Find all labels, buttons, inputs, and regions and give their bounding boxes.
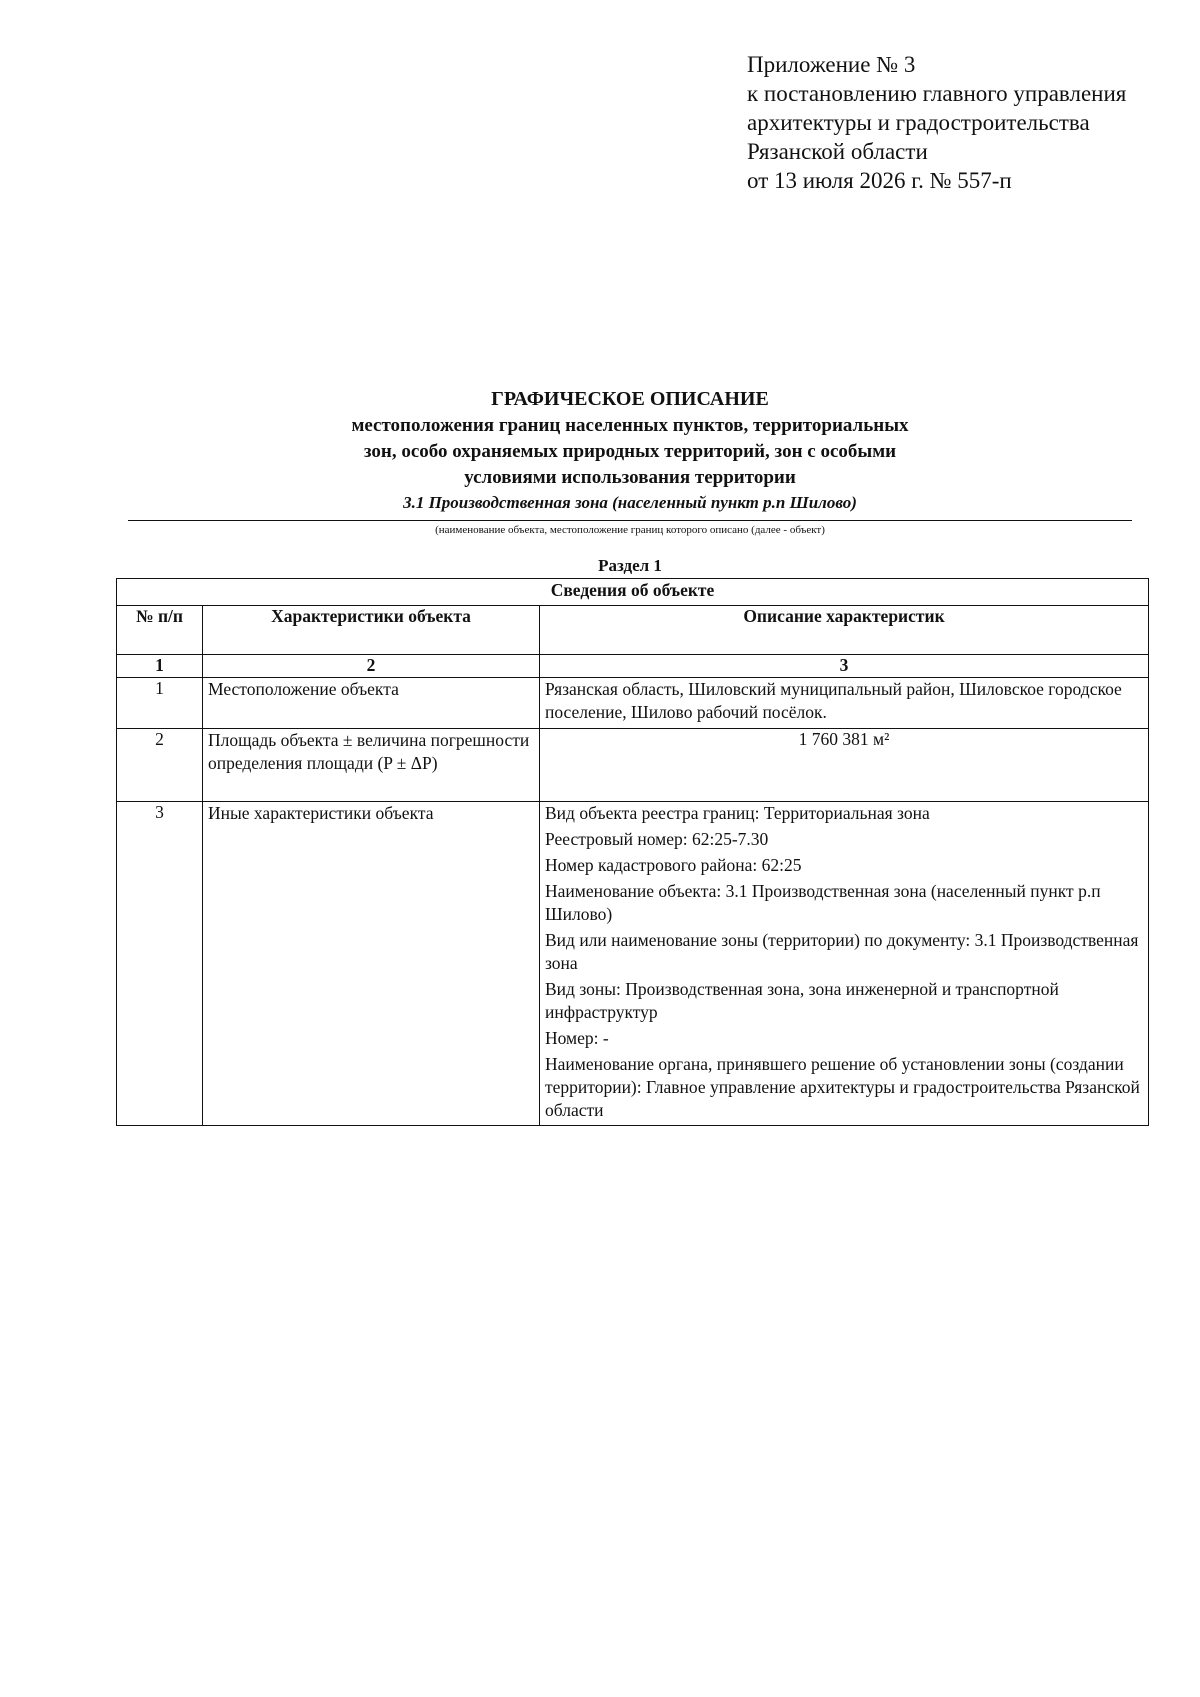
appendix-line: к постановлению главного управления — [747, 81, 1127, 106]
header-characteristics: Характеристики объекта — [203, 606, 540, 655]
column-number: 2 — [203, 655, 540, 678]
description-line: Номер кадастрового района: 62:25 — [545, 855, 802, 875]
appendix-line: Приложение № 3 — [747, 52, 916, 77]
row-characteristic: Площадь объекта ± величина погрешности определения площади (P ± ΔP) — [203, 729, 540, 802]
column-number: 3 — [540, 655, 1149, 678]
table-row — [117, 729, 1149, 802]
row-index: 2 — [117, 729, 203, 802]
row-area-value: 1 760 381 м² — [540, 729, 1149, 802]
description-line: Вид или наименование зоны (территории) по документу: 3.1 Производственная зона — [545, 930, 1139, 973]
section-title: Раздел 1 — [598, 556, 662, 575]
appendix-line: архитектуры и градостроительства — [747, 110, 1090, 135]
object-caption: (наименование объекта, местоположение границ которого описано (далее - объект) — [435, 524, 825, 536]
document-heading — [128, 385, 1132, 515]
row-description: Рязанская область, Шиловский муниципальный район, Шиловское городское поселение, Шилово рабочий посёлок. — [540, 678, 1149, 729]
table-row — [117, 678, 1149, 729]
row-description — [540, 802, 1149, 1126]
header-description: Описание характеристик — [540, 606, 1149, 655]
object-info-table — [116, 578, 1149, 1126]
row-index: 3 — [117, 802, 203, 1126]
object-name: 3.1 Производственная зона (населенный пункт р.п Шилово) — [403, 493, 857, 512]
document-subtitle-line: местоположения границ населенных пунктов, территориальных — [351, 415, 909, 436]
appendix-line: Рязанской области — [747, 139, 928, 164]
document-subtitle-line: условиями использования территории — [464, 467, 796, 488]
document-title: ГРАФИЧЕСКОЕ ОПИСАНИЕ — [491, 388, 769, 410]
appendix-block — [747, 50, 1126, 195]
row-characteristic: Местоположение объекта — [203, 678, 540, 729]
description-line: Номер: - — [545, 1028, 609, 1048]
table-caption: Сведения об объекте — [117, 579, 1149, 606]
appendix-line: от 13 июля 2026 г. № 557-п — [747, 168, 1012, 193]
description-line: Реестровый номер: 62:25-7.30 — [545, 829, 769, 849]
description-line: Вид зоны: Производственная зона, зона инженерной и транспортной инфраструктур — [545, 979, 1059, 1022]
description-line: Наименование объекта: 3.1 Производственная зона (населенный пункт р.п Шилово) — [545, 881, 1101, 924]
row-characteristic: Иные характеристики объекта — [203, 802, 540, 1126]
table-row — [117, 802, 1149, 1126]
underline-rule — [128, 520, 1132, 521]
description-line: Вид объекта реестра границ: Территориальная зона — [545, 803, 930, 823]
document-subtitle-line: зон, особо охраняемых природных территорий, зон с особыми — [363, 441, 897, 462]
column-number: 1 — [117, 655, 203, 678]
description-line: Наименование органа, принявшего решение об установлении зоны (создании территории): Главное управление архитектуры и градостроительства Рязанской области — [545, 1054, 1140, 1120]
row-index: 1 — [117, 678, 203, 729]
header-number: № п/п — [117, 606, 203, 655]
